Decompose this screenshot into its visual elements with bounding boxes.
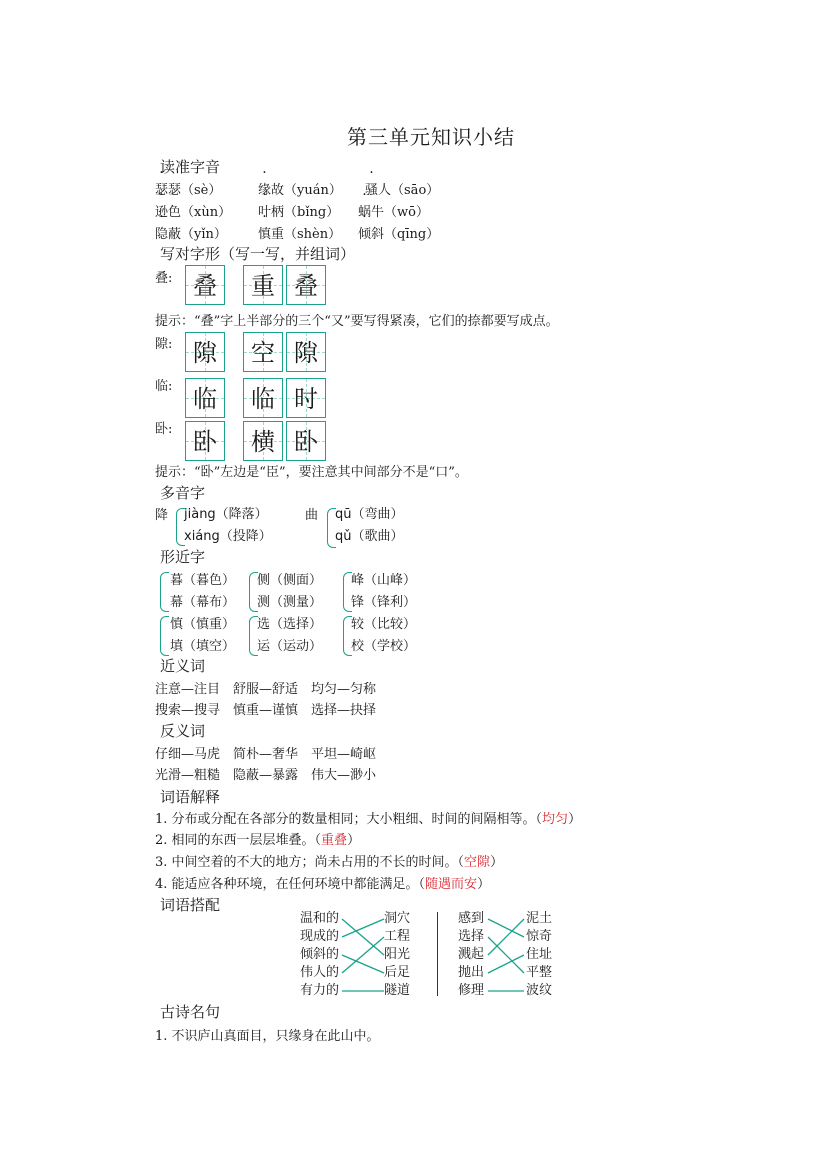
char-cell-xi: 隙 <box>185 332 225 372</box>
char-cell-lin: 临 <box>185 378 225 418</box>
page-title: 第三单元知识小结 <box>347 125 515 149</box>
similar-item: 暮（暮色） <box>170 573 236 588</box>
match-divider <box>437 912 438 996</box>
pron-row-3: 隐蔽（yǐn） <box>155 227 227 242</box>
section-writing: 写对字形（写一写，并组词） <box>160 245 356 263</box>
char-label-die: 叠: <box>155 271 173 286</box>
match-right-col-b: 泥土 惊奇 住址 平整 波纹 <box>526 911 553 998</box>
poly-char-jiang: 降 <box>155 508 169 523</box>
definition-3: 3. 中间空着的不大的地方；尚未占用的不长的时间。（空隙） <box>155 855 504 870</box>
similar-brace-4 <box>160 616 169 656</box>
char-label-xi: 隙: <box>155 337 173 352</box>
antonym-row: 仔细—马虎 简朴—奢华 平坦—崎岖 <box>155 747 377 762</box>
section-poetry: 古诗名句 <box>160 1003 221 1021</box>
char-cell-heng: 横 <box>243 421 283 461</box>
similar-item: 峰（山峰） <box>351 573 417 588</box>
char-label-lin: 临: <box>155 379 173 394</box>
hint-wo: 提示：“卧”左边是“臣”，要注意其中间部分不是“口”。 <box>155 465 468 480</box>
pron-row-1: 瑟瑟（sè） <box>155 183 222 198</box>
char-cell-wo-2: 卧 <box>286 421 326 461</box>
antonym-row: 光滑—粗糙 隐蔽—暴露 伟大—渺小 <box>155 768 377 783</box>
pron-row-1-b: 缘故（yuán） <box>258 183 342 198</box>
similar-item: 选（选择） <box>257 617 323 632</box>
definition-1: 1. 分布或分配在各部分的数量相同；大小粗细、时间的间隔相等。（均匀） <box>155 812 582 827</box>
match-left-col-b: 洞穴 工程 阳光 后足 隧道 <box>384 911 411 998</box>
section-polyphone: 多音字 <box>160 484 206 502</box>
pron-row-3-b: 慎重（shèn） <box>258 227 342 242</box>
poly-reading-jiang: jiàng（降落） <box>184 507 268 522</box>
synonym-row: 注意—注目 舒服—舒适 均匀—匀称 <box>155 682 377 697</box>
definition-2: 2. 相同的东西一层层堆叠。（重叠） <box>155 833 361 848</box>
similar-item: 幕（幕布） <box>170 595 236 610</box>
char-cell-chong: 重 <box>243 265 283 305</box>
pron-row-2: 逊色（xùn） <box>155 205 232 220</box>
char-cell-kong: 空 <box>243 332 283 372</box>
char-label-wo: 卧: <box>155 422 173 437</box>
similar-item: 运（运动） <box>257 639 323 654</box>
similar-item: 校（学校） <box>351 639 417 654</box>
poly-reading-qu3: qǔ（歌曲） <box>335 529 404 544</box>
similar-item: 较（比较） <box>351 617 417 632</box>
char-cell-lin-2: 临 <box>243 378 283 418</box>
definition-4: 4. 能适应各种环境，在任何环境中都能满足。（随遇而安） <box>155 877 491 892</box>
section-matching: 词语搭配 <box>160 896 221 914</box>
char-cell-xi-2: 隙 <box>286 332 326 372</box>
match-left-col-a: 温和的 现成的 倾斜的 伟人的 有力的 <box>300 911 340 998</box>
section-definitions: 词语解释 <box>160 788 221 806</box>
similar-item: 慎（慎重） <box>170 617 236 632</box>
char-cell-die-2: 叠 <box>286 265 326 305</box>
similar-item: 填（填空） <box>170 639 236 654</box>
char-cell-die: 叠 <box>185 265 225 305</box>
match-left-lines <box>340 910 390 1002</box>
poly-char-qu: 曲 <box>305 508 319 523</box>
similar-item: 侧（侧面） <box>257 573 323 588</box>
section-synonyms: 近义词 <box>160 657 206 675</box>
synonym-row: 搜索—搜寻 慎重—谨慎 选择—抉择 <box>155 703 377 718</box>
poly-reading-xiang: xiáng（投降） <box>184 529 272 544</box>
char-cell-wo: 卧 <box>185 421 225 461</box>
hint-die: 提示：“叠”字上半部分的三个“又”要写得紧凑，它们的捺都要写成点。 <box>155 314 559 329</box>
poem-line: 1. 不识庐山真面目，只缘身在此山中。 <box>155 1029 380 1044</box>
similar-item: 测（测量） <box>257 595 323 610</box>
section-antonyms: 反义词 <box>160 722 206 740</box>
pron-row-2-c: 蜗牛（wō） <box>358 205 429 220</box>
match-right-lines <box>486 910 530 1002</box>
section-similar: 形近字 <box>160 548 206 566</box>
similar-brace-1 <box>160 572 169 612</box>
section-pronunciation: 读准字音 <box>160 158 221 176</box>
similar-item: 锋（锋利） <box>351 595 417 610</box>
match-right-col-a: 感到 选择 溅起 抛出 修理 <box>458 911 485 998</box>
poly-reading-qu1: qū（弯曲） <box>335 507 404 522</box>
char-cell-shi: 时 <box>286 378 326 418</box>
pron-row-3-c: 倾斜（qīng） <box>358 227 440 242</box>
pron-row-1-c: 骚人（sāo） <box>365 183 440 198</box>
pron-row-2-b: 叶柄（bǐng） <box>258 205 340 220</box>
